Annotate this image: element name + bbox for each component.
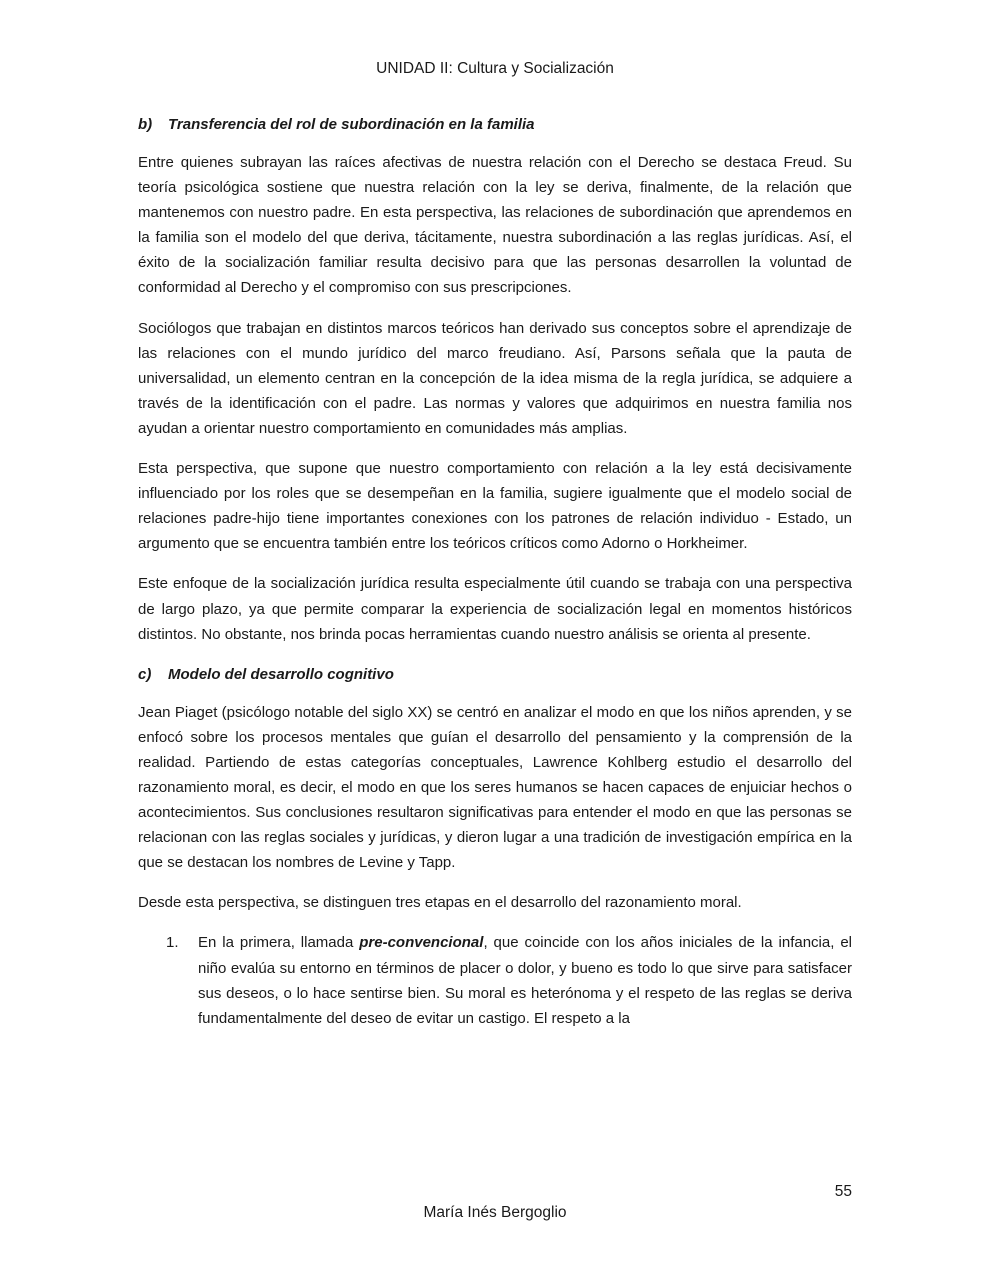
section-heading-b <box>138 112 852 137</box>
section-marker: b) <box>138 116 153 133</box>
paragraph: Esta perspectiva, que supone que nuestro comportamiento con relación a la ley está decisivamente influenciado por los roles que se desempeñan en la familia, sugiere igualmente que el modelo social de relaciones padre-hijo tiene importantes conexiones con los patrones de relación individuo - Estado, un argumento que se encuentra también entre los teóricos críticos como Adorno o Horkheimer. <box>138 460 852 553</box>
stages-list <box>138 930 852 1030</box>
page-number: 55 <box>834 1183 852 1200</box>
list-item <box>138 930 852 1030</box>
section-title: Transferencia del rol de subordinación en la familia <box>168 116 535 133</box>
paragraph: Este enfoque de la socialización jurídica resulta especialmente útil cuando se trabaja con una perspectiva de largo plazo, ya que permite comparar la experiencia de socialización legal en momentos históricos distintos. No obstante, nos brinda pocas herramientas cuando nuestro análisis se orienta al presente. <box>138 575 852 643</box>
list-item-text-end: , que coincide con los años iniciales de la infancia, el niño evalúa su entorno en términos de placer o dolor, y bueno es todo lo que sirve para satisfacer sus deseos, o lo hace sentirse bien. Su moral es heterónoma y el respeto de las reglas se deriva fundamentalmente del deseo de evitar un castigo. El respeto a la <box>198 934 852 1027</box>
list-item-text-start: En la primera, llamada <box>198 934 360 952</box>
section-heading-c <box>138 662 852 687</box>
paragraph: Desde esta perspectiva, se distinguen tres etapas en el desarrollo del razonamiento moral. <box>138 894 742 912</box>
page-content <box>138 112 852 1031</box>
running-footer-author: María Inés Bergoglio <box>423 1204 567 1221</box>
paragraph: Jean Piaget (psicólogo notable del siglo XX) se centró en analizar el modo en que los niños aprenden, y se enfocó sobre los procesos mentales que guían el desarrollo del pensamiento y la comprensión de la realidad. Partiendo de estas categorías conceptuales, Lawrence Kohlberg estudio el desarrollo del razonamiento moral, es decir, el modo en que los seres humanos se hacen capaces de enjuiciar hechos o acontecimientos. Sus conclusiones resultaron significativas para entender el modo en que las personas se relacionan con las reglas sociales y jurídicas, y dieron lugar a una tradición de investigación empírica en la que se destacan los nombres de Levine y Tapp. <box>138 703 852 872</box>
paragraph: Sociólogos que trabajan en distintos marcos teóricos han derivado sus conceptos sobre el aprendizaje de las relaciones con el mundo jurídico del marco freudiano. Así, Parsons señala que la pauta de universalidad, un elemento centran en la concepción de la idea misma de la regla jurídica, se adquiere a través de la identificación con el padre. Las normas y valores que adquirimos en nuestra familia nos ayudan a orientar nuestro comportamiento en comunidades más amplias. <box>138 319 852 437</box>
list-item-term: pre-convencional <box>359 934 484 952</box>
section-title: Modelo del desarrollo cognitivo <box>168 665 394 683</box>
running-header: UNIDAD II: Cultura y Socialización <box>376 60 614 77</box>
list-item-number: 1. <box>166 934 179 952</box>
paragraph: Entre quienes subrayan las raíces afectivas de nuestra relación con el Derecho se destaca Freud. Su teoría psicológica sostiene que nuestra relación con la ley se deriva, finalmente, de la relación que mantenemos con nuestro padre. En esta perspectiva, las relaciones de subordinación que aprendemos en la familia son el modelo del que deriva, tácitamente, nuestra subordinación a las reglas jurídicas. Así, el éxito de la socialización familiar resulta decisivo para que las personas desarrollen la voluntad de conformidad al Derecho y el compromiso con sus prescripciones. <box>138 154 852 297</box>
section-marker: c) <box>138 665 152 683</box>
